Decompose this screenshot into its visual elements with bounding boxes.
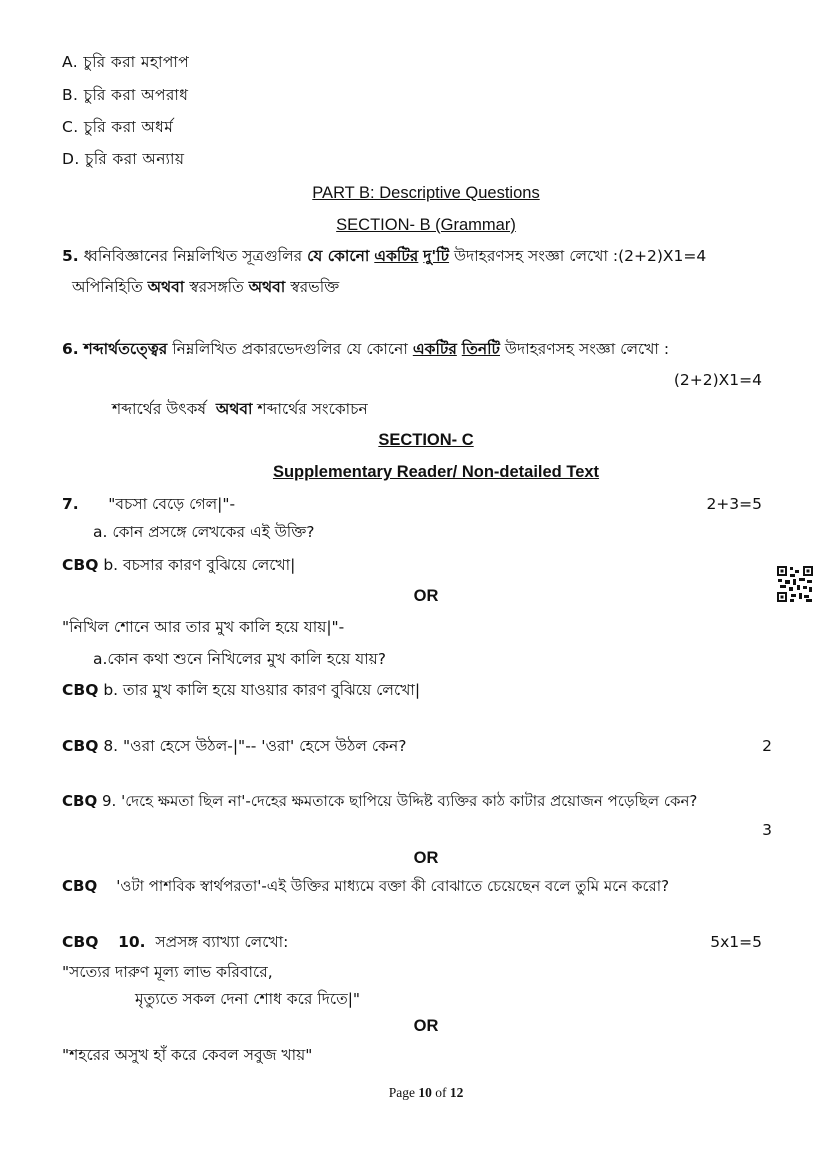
of-label: of bbox=[435, 1085, 447, 1100]
cbq-label: CBQ bbox=[62, 792, 98, 810]
section-b-title: SECTION- B (Grammar) bbox=[336, 216, 516, 234]
or-word: অথবা bbox=[215, 400, 253, 418]
question-number: 7. bbox=[62, 495, 79, 513]
question-text: 9. 'দেহে ক্ষমতা ছিল না'-দেহের ক্ষমতাকে ছাপিয়ে উদ্দিষ্ট ব্যক্তির কাঠ কাটার প্রয়োজন পড়েছিল কেন? bbox=[101, 792, 698, 810]
question-number: 10. bbox=[118, 933, 146, 951]
section-c-subtitle: Supplementary Reader/ Non-detailed Text bbox=[272, 463, 600, 481]
or-separator: OR bbox=[413, 1017, 439, 1035]
question-7-marks: 2+3=5 bbox=[706, 495, 762, 513]
cbq-label: CBQ bbox=[62, 737, 99, 755]
emphasis: তিনটি bbox=[461, 340, 500, 358]
poem-line: মৃত্যুতে সকল দেনা শোধ করে দিতে|" bbox=[135, 990, 361, 1008]
option: শব্দার্থের সংকোচন bbox=[257, 400, 368, 418]
question-9-alt bbox=[62, 876, 669, 896]
question-text: b. তার মুখ কালি হয়ে যাওয়ার কারণ বুঝিয়ে লেখো| bbox=[103, 681, 421, 699]
question-5 bbox=[62, 246, 706, 266]
or-word: অথবা bbox=[147, 278, 185, 296]
marks: (2+2)X1=4 bbox=[618, 247, 707, 265]
emphasis: দু'টি bbox=[423, 247, 450, 265]
emphasis: একটির bbox=[374, 247, 419, 265]
question-text: সপ্রসঙ্গ ব্যাখ্যা লেখো: bbox=[155, 933, 289, 951]
or-word: অথবা bbox=[248, 278, 286, 296]
question-9 bbox=[62, 791, 697, 811]
cbq-label: CBQ bbox=[62, 877, 98, 895]
mcq-option-d: D. চুরি করা অন্যায় bbox=[62, 150, 185, 168]
emphasis: শব্দার্থতত্ত্বের bbox=[83, 340, 168, 358]
question-text: উদাহরণসহ সংজ্ঞা লেখো : bbox=[500, 340, 670, 358]
poem-line: "সত্যের দারুণ মূল্য লাভ করিবারে, bbox=[62, 963, 273, 981]
question-7-alt-quote: "নিখিল শোনে আর তার মুখ কালি হয়ে যায়|"- bbox=[62, 618, 345, 636]
cbq-label: CBQ bbox=[62, 556, 99, 574]
question-7 bbox=[62, 494, 235, 514]
question-text: b. বচসার কারণ বুঝিয়ে লেখো| bbox=[103, 556, 296, 574]
page-total: 12 bbox=[449, 1085, 464, 1100]
question-9-marks: 3 bbox=[762, 821, 772, 839]
mcq-option-b: B. চুরি করা অপরাধ bbox=[62, 86, 189, 104]
option: স্বরভক্তি bbox=[290, 278, 340, 296]
or-separator: OR bbox=[413, 849, 439, 867]
mcq-option-a: A. চুরি করা মহাপাপ bbox=[62, 53, 190, 71]
section-c-title: SECTION- C bbox=[378, 431, 474, 449]
option: শব্দার্থের উৎকর্ষ bbox=[112, 400, 207, 418]
part-b-title: PART B: Descriptive Questions bbox=[312, 184, 540, 202]
option: অপিনিহিতি bbox=[72, 278, 143, 296]
question-8-marks: 2 bbox=[762, 737, 772, 755]
question-number: 6. bbox=[62, 340, 79, 358]
question-7-alt-b bbox=[62, 680, 420, 700]
question-quote: "বচসা বেড়ে গেল|"- bbox=[108, 495, 236, 513]
question-7b bbox=[62, 555, 295, 575]
page-footer bbox=[0, 1083, 826, 1103]
question-text: ধ্বনিবিজ্ঞানের নিম্নলিখিত সূত্রগুলির bbox=[83, 247, 308, 265]
cbq-label: CBQ bbox=[62, 681, 99, 699]
question-6-options bbox=[112, 399, 368, 419]
question-8 bbox=[62, 736, 406, 756]
question-text: 'ওটা পাশবিক স্বার্থপরতা'-এই উক্তির মাধ্যমে বক্তা কী বোঝাতে চেয়েছেন বলে তুমি মনে করো? bbox=[116, 877, 670, 895]
question-number: 5. bbox=[62, 247, 79, 265]
or-separator: OR bbox=[413, 587, 439, 605]
question-5-options bbox=[72, 277, 339, 297]
page-label: Page bbox=[388, 1085, 415, 1100]
cbq-label: CBQ bbox=[62, 933, 99, 951]
mcq-option-c: C. চুরি করা অধর্ম bbox=[62, 118, 174, 136]
page-number: 10 bbox=[418, 1085, 432, 1100]
question-7-alt-a: a.কোন কথা শুনে নিখিলের মুখ কালি হয়ে যায়? bbox=[93, 650, 386, 668]
question-text: নিম্নলিখিত প্রকারভেদগুলির যে কোনো bbox=[167, 340, 413, 358]
question-7a: a. কোন প্রসঙ্গে লেখকের এই উক্তি? bbox=[93, 523, 315, 541]
question-10-marks: 5x1=5 bbox=[710, 933, 762, 951]
emphasis: যে কোনো bbox=[307, 247, 370, 265]
question-6 bbox=[62, 339, 669, 359]
option: স্বরসঙ্গতি bbox=[189, 278, 244, 296]
question-text: উদাহরণসহ সংজ্ঞা লেখো : bbox=[449, 247, 619, 265]
question-6-marks: (2+2)X1=4 bbox=[673, 371, 762, 389]
poem-line: "শহরের অসুখ হাঁ করে কেবল সবুজ খায়" bbox=[62, 1046, 313, 1064]
emphasis: একটির bbox=[412, 340, 457, 358]
question-10 bbox=[62, 932, 288, 952]
question-text: 8. "ওরা হেসে উঠল-|"-- 'ওরা' হেসে উঠল কেন? bbox=[103, 737, 407, 755]
